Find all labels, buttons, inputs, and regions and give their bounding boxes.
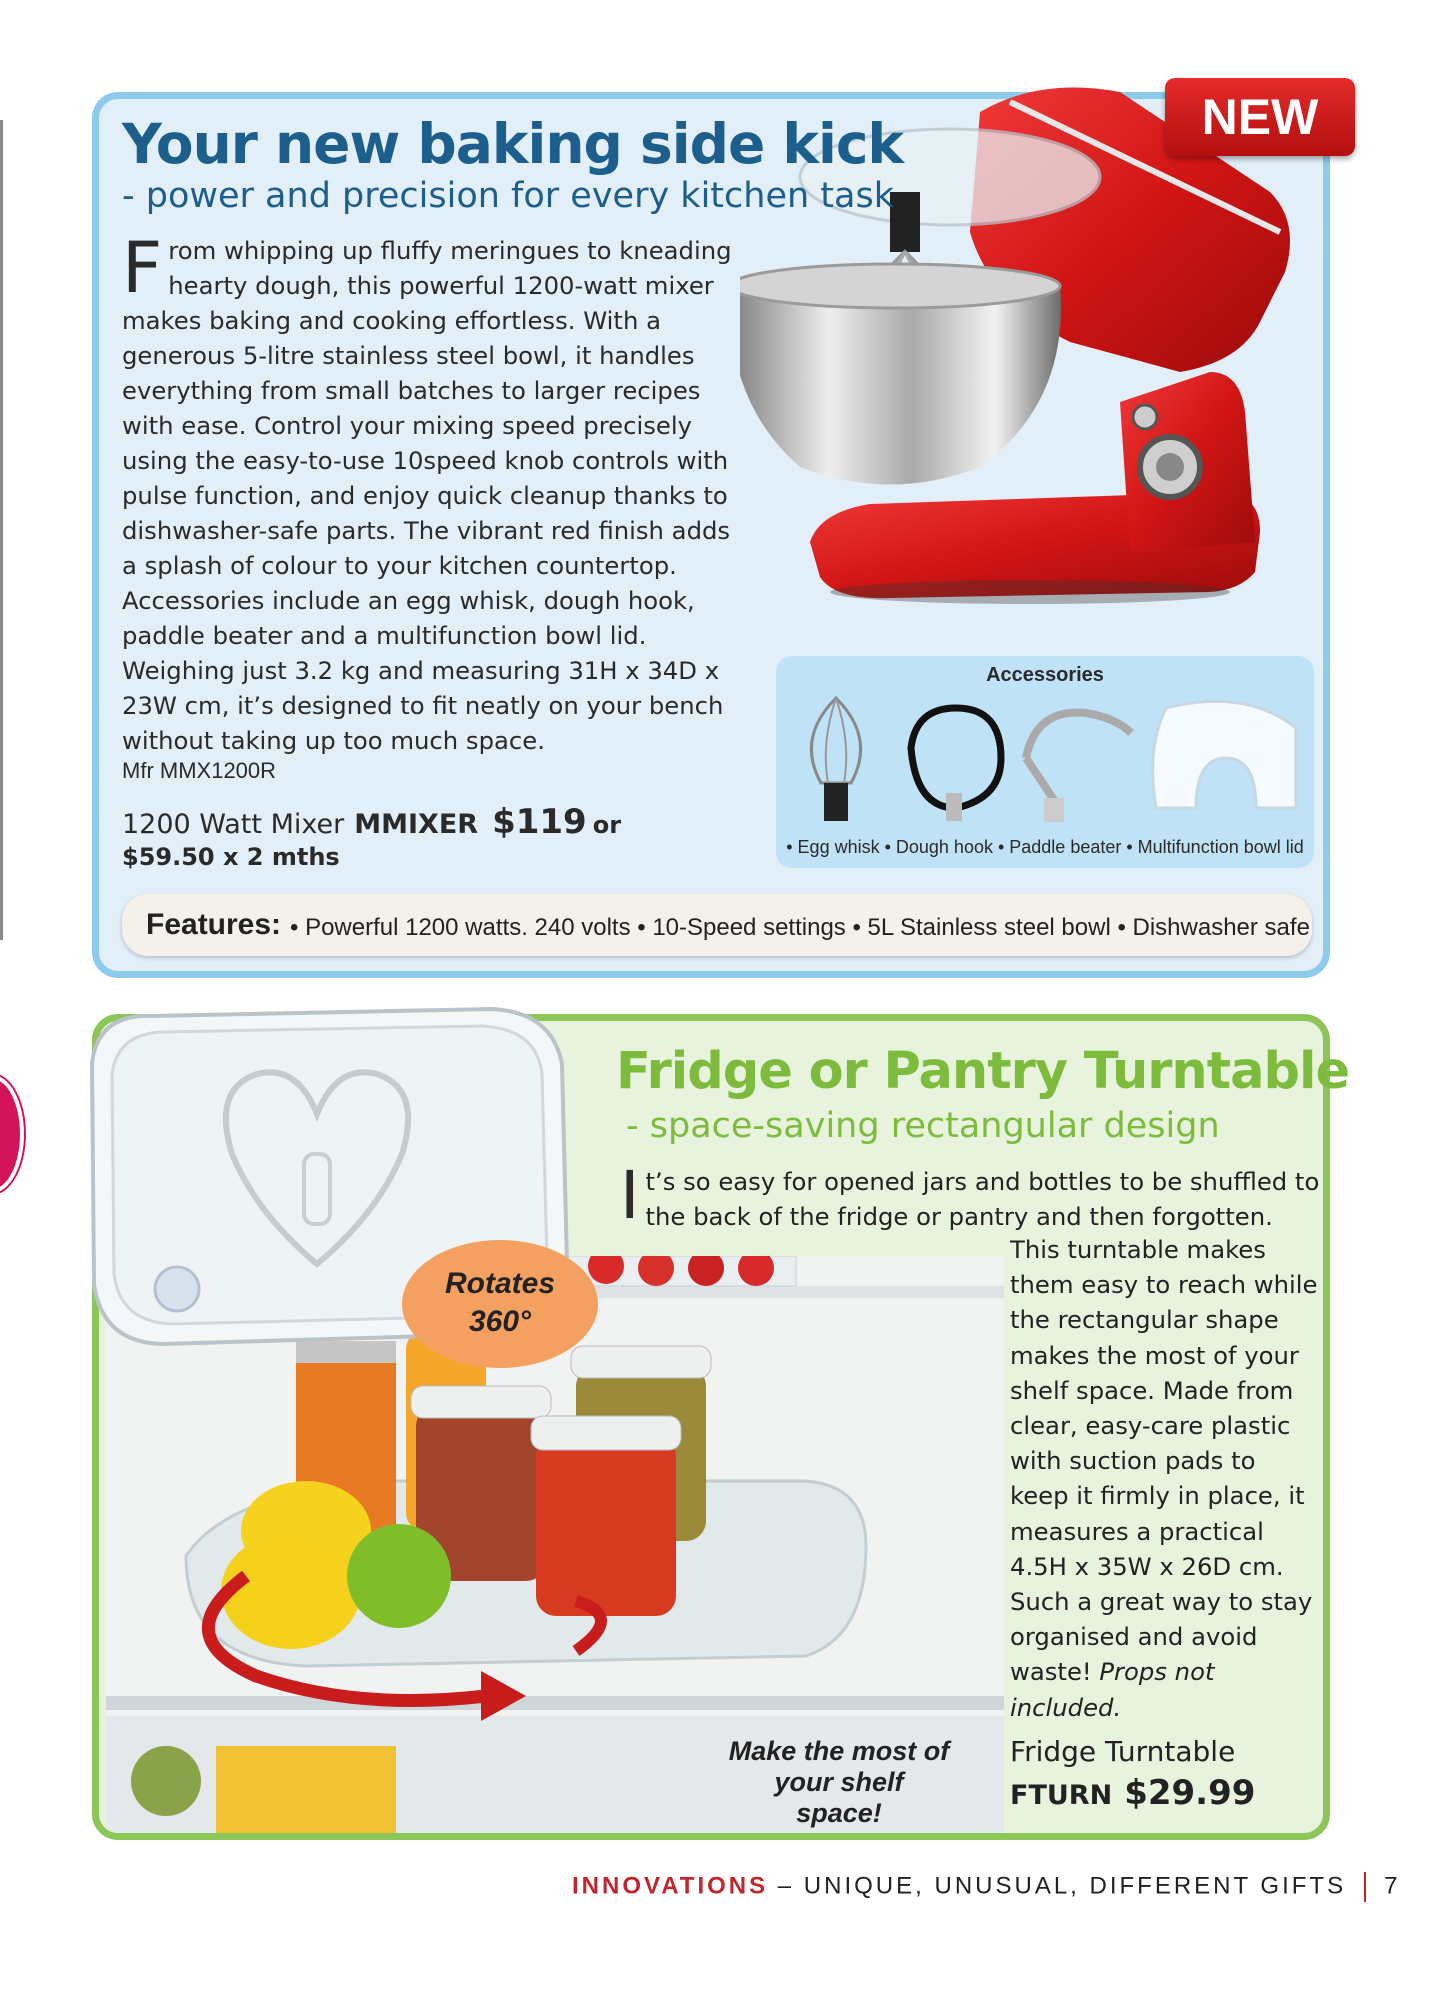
accessories-box bbox=[776, 656, 1314, 868]
mixer-product-name: 1200 Watt Mixer bbox=[122, 809, 345, 840]
turntable-dropcap: I bbox=[620, 1157, 640, 1234]
shelf-callout-line1: Make the most of bbox=[728, 1736, 950, 1766]
turntable-body-text: This turntable makes them easy to reach while the rectangular shape makes the most of your shelf space. Made from clear, easy-care plastic with suction pads to keep it firmly in place, it measures a practical 4.5H x 35W x 26D cm. Such a great way to stay organised and avoid waste! bbox=[1010, 1235, 1318, 1687]
page-edge-line bbox=[0, 120, 3, 940]
mixer-price-line bbox=[122, 802, 621, 842]
mixer-subtitle: - power and precision for every kitchen task bbox=[122, 176, 894, 216]
new-badge: NEW bbox=[1165, 78, 1355, 156]
shelf-callout-line2: your shelf space! bbox=[774, 1767, 904, 1828]
accessories-list: • Egg whisk • Dough hook • Paddle beater • Multifunction bowl lid bbox=[786, 837, 1304, 857]
rotates-line2: 360° bbox=[468, 1305, 532, 1338]
rotates-line1: Rotates bbox=[444, 1267, 556, 1300]
turntable-price: $29.99 bbox=[1124, 1773, 1256, 1813]
egg-whisk-icon bbox=[811, 698, 860, 821]
shelf-callout bbox=[728, 1736, 950, 1829]
turntable-note: Props not included. bbox=[1010, 1657, 1215, 1722]
accessories-title: Accessories bbox=[986, 664, 1104, 686]
page-edge-marker bbox=[0, 1075, 24, 1193]
features-bar bbox=[122, 894, 1312, 956]
mixer-price: $119 bbox=[492, 802, 587, 842]
turntable-title: Fridge or Pantry Turntable bbox=[616, 1042, 1350, 1101]
turntable-intro-text: t’s so easy for opened jars and bottles to be shuffled to the back of the fridge or pantry and then forgotten. bbox=[645, 1167, 1320, 1231]
mixer-title: Your new baking side kick bbox=[122, 112, 904, 176]
turntable-price-line bbox=[1010, 1773, 1255, 1813]
accessories-image bbox=[786, 688, 1306, 828]
mixer-mfr: Mfr MMX1200R bbox=[122, 758, 277, 783]
turntable-intro bbox=[620, 1157, 1320, 1234]
mixer-or: or bbox=[592, 811, 622, 839]
features-text: • Powerful 1200 watts. 240 volts • 10-Speed settings • 5L Stainless steel bowl • Dishwasher safe bbox=[290, 914, 1310, 941]
turntable-subtitle: - space-saving rectangular design bbox=[626, 1106, 1220, 1146]
features-label: Features: bbox=[146, 908, 282, 941]
page-footer bbox=[572, 1872, 1397, 1902]
footer-divider bbox=[1364, 1872, 1366, 1902]
rotates-badge bbox=[402, 1240, 598, 1368]
paddle-beater-icon bbox=[1026, 713, 1131, 822]
footer-tagline: – UNIQUE, UNUSUAL, DIFFERENT GIFTS bbox=[768, 1872, 1347, 1900]
mixer-instalment: $59.50 x 2 mths bbox=[122, 843, 340, 871]
turntable-description bbox=[1010, 1232, 1320, 1725]
mixer-dropcap: F bbox=[122, 227, 163, 309]
dough-hook-icon bbox=[911, 708, 1001, 821]
mixer-description bbox=[122, 227, 742, 758]
mixer-code: MMIXER bbox=[354, 809, 479, 840]
turntable-code: FTURN bbox=[1010, 1780, 1113, 1811]
turntable-product-name: Fridge Turntable bbox=[1010, 1735, 1236, 1768]
mixer-body-text: rom whipping up fluffy meringues to kneading hearty dough, this powerful 1200-watt mixer makes baking and cooking effortless. With a generous 5-litre stainless steel bowl, it handles everything from small batches to larger recipes with ease. Control your mixing speed precisely using the easy-to-use 10speed knob controls with pulse function, and enjoy quick cleanup thanks to dishwasher-safe parts. The vibrant red finish adds a splash of colour to your kitchen countertop. Accessories include an egg whisk, dough hook, paddle beater and a multifunction bowl lid. Weighing just 3.2 kg and measuring 31H x 34D x 23W cm, it’s designed to fit neatly on your bench without taking up too much space. bbox=[122, 236, 732, 755]
page-number: 7 bbox=[1384, 1872, 1398, 1900]
bowl-lid-icon bbox=[1153, 701, 1296, 808]
footer-brand: INNOVATIONS bbox=[572, 1872, 769, 1900]
